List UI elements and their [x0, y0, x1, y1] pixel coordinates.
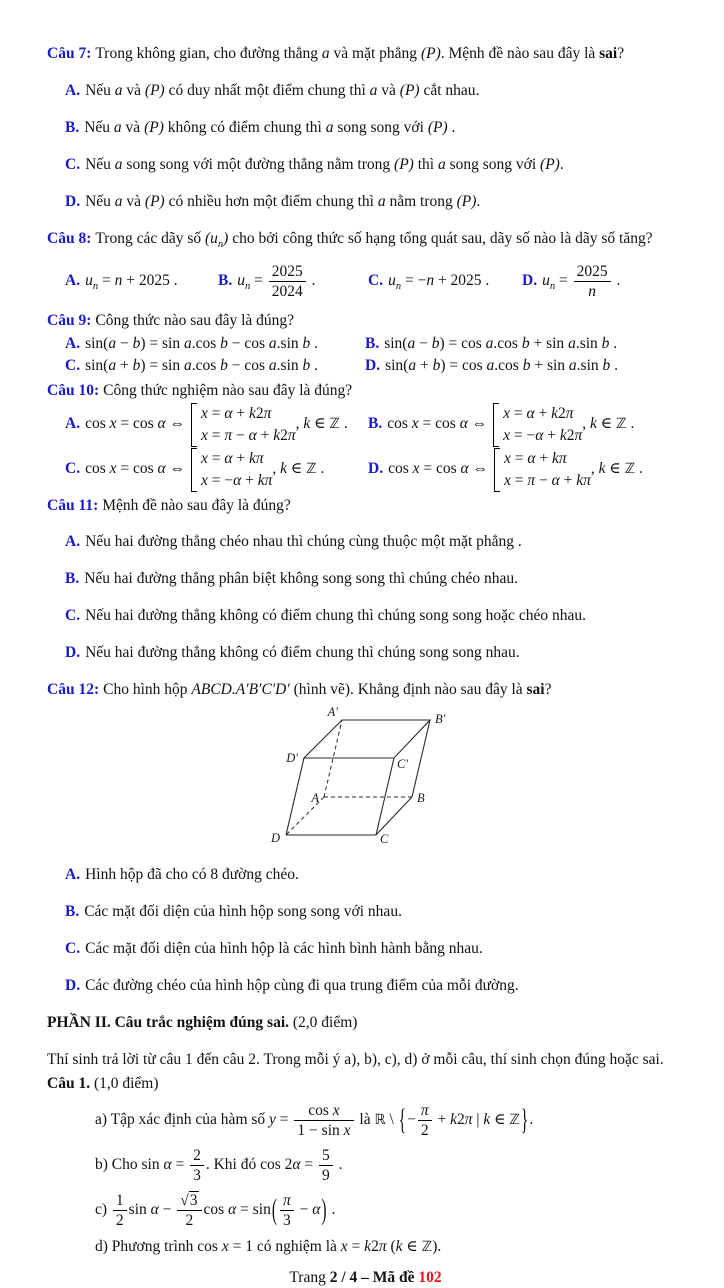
question-8-option-b: [218, 262, 368, 301]
question-11-option-d: [47, 642, 684, 664]
question-9-option-a: [65, 333, 365, 355]
question-8-option-a: [65, 272, 218, 292]
option-text: Nếu hai đường thẳng không có điểm chung thì chúng song song hoặc chéo nhau.: [85, 607, 586, 624]
footer-prefix: Trang: [289, 1269, 330, 1286]
option-text: $u_n$ = $\frac{2025}{n}$ .: [542, 263, 621, 300]
option-label: C.: [368, 271, 384, 289]
option-label: D.: [65, 976, 81, 994]
question-12-option-c: [47, 938, 684, 960]
option-text: Nếu hai đường thẳng không có điểm chung thì chúng song song nhau.: [85, 644, 520, 661]
question-10-stem-text: Công thức nghiệm nào sau đây là đúng?: [103, 381, 353, 399]
option-label: C.: [65, 460, 81, 478]
question-9-label: Câu 9:: [47, 311, 92, 329]
option-text: Nếu hai đường thẳng phân biệt không song song thì chúng chéo nhau.: [84, 570, 518, 587]
question-11-option-b: [47, 568, 684, 590]
footer-page-number: 2 / 4 – Mã đề: [329, 1269, 419, 1286]
question-8: [47, 228, 684, 307]
question-9-options-row1: [47, 333, 684, 355]
question-10-stem: [47, 380, 684, 401]
option-label: D.: [65, 192, 81, 210]
vertex-label-c: C: [380, 832, 389, 846]
solid-edges: [286, 720, 430, 835]
question-9-option-c: [65, 355, 365, 377]
option-text: Nếu a và (P) có duy nhất một điểm chung thì a và (P) cắt nhau.: [85, 81, 480, 99]
part-2-heading-normal: (2,0 điểm): [289, 1013, 358, 1031]
question-1-item-d: d) Phương trình cos x = 1 có nghiệm là x = k2π (k ∈ ℤ).: [95, 1238, 442, 1255]
option-text: Các đường chéo của hình hộp cùng đi qua trung điểm của mỗi đường.: [85, 976, 519, 994]
option-text: $u_n$ = $\frac{2025}{2024}$ .: [237, 263, 316, 300]
question-10-options-row2: [47, 448, 684, 492]
option-label: B.: [365, 334, 380, 352]
option-label: C.: [65, 939, 81, 957]
option-label: B.: [65, 570, 80, 587]
hidden-edges: [286, 720, 412, 835]
part-2: [47, 1012, 684, 1259]
question-12-stem: [47, 679, 684, 700]
option-label: D.: [368, 460, 384, 478]
option-text: Nếu a song song với một đường thẳng nằm trong (P) thì a song song với (P).: [85, 155, 564, 173]
question-8-option-d: [522, 262, 684, 301]
option-text: sin(a − b) = cos a.cos b + sin a.sin b .: [384, 334, 618, 352]
part-2-question-1-heading: [47, 1073, 684, 1095]
page-footer: [47, 1268, 684, 1288]
question-12-option-d: [47, 975, 684, 997]
option-label: A.: [65, 271, 81, 289]
vertex-label-b: B: [417, 791, 425, 805]
option-text: $u_n = -n + 2025$ .: [388, 271, 490, 292]
question-8-options: [47, 257, 684, 307]
question-12: [47, 679, 684, 996]
option-text: Nếu a và (P) có nhiều hơn một điểm chung thì a nằm trong (P).: [85, 192, 481, 210]
part-2-instruction: Thí sinh trả lời từ câu 1 đến câu 2. Trong mỗi ý a), b), c), d) ở mỗi câu, thí sinh chọn đúng hoặc sai.: [47, 1051, 664, 1068]
option-label: A.: [65, 533, 81, 550]
question-7-label: Câu 7:: [47, 45, 92, 62]
option-label: A.: [65, 81, 81, 99]
option-text: $u_n = n + 2025$ .: [85, 271, 178, 292]
question-11-stem-text: Mệnh đề nào sau đây là đúng?: [102, 496, 291, 514]
question-12-option-b: [47, 901, 684, 923]
question-10-option-b: [368, 403, 684, 447]
option-label: B.: [65, 118, 80, 136]
question-12-option-a: [47, 864, 684, 886]
footer-exam-code: 102: [418, 1269, 442, 1286]
vertex-label-d-prime: D′: [286, 751, 298, 765]
vertex-label-a-prime: A′: [327, 705, 338, 719]
option-label: A.: [65, 865, 81, 883]
option-text: sin(a + b) = cos a.cos b + sin a.sin b .: [385, 356, 619, 374]
part-2-heading: [47, 1012, 684, 1034]
question-1-label: Câu 1.: [47, 1075, 91, 1092]
option-text: cos x = cos α ⇔ x = α + kπ x = −α + kπ , k ∈ ℤ .: [85, 460, 324, 477]
question-7: [47, 43, 684, 212]
option-label: D.: [365, 356, 381, 374]
option-text: Nếu a và (P) không có điểm chung thì a song song với (P) .: [84, 118, 456, 136]
option-label: B.: [65, 902, 80, 920]
question-10-options-row1: [47, 403, 684, 447]
vertex-label-b-prime: B′: [435, 712, 446, 726]
option-label: D.: [65, 644, 81, 661]
option-label: B.: [368, 415, 383, 433]
option-label: A.: [65, 415, 81, 433]
question-7-option-c: [47, 154, 684, 176]
option-text: sin(a + b) = sin a.cos b − cos a.sin b .: [85, 356, 318, 374]
question-10-option-c: [65, 448, 368, 492]
question-1-item-b: b) Cho sin α = $\frac{2}{3}$ . Khi đó cos 2α = $\frac{5}{9}$ .: [95, 1147, 343, 1184]
option-text: Các mặt đối diện của hình hộp là các hình bình hành bằng nhau.: [85, 939, 483, 957]
question-9-stem-text: Công thức nào sau đây là đúng?: [95, 311, 295, 329]
option-text: Các mặt đối diện của hình hộp song song với nhau.: [84, 902, 402, 920]
question-8-stem-text: Trong các dãy số $(u_n)$ cho bởi công thức số hạng tổng quát sau, dãy số nào là dãy số tăng?: [95, 229, 653, 250]
question-10: [47, 380, 684, 492]
vertex-label-a: A: [311, 791, 319, 805]
question-8-option-c: [368, 272, 522, 292]
question-9-option-b: [365, 333, 684, 355]
question-1-item-a: a) Tập xác định của hàm số y = $\frac{\text{cos x}}{\text{1 − sin x}}$ là ℝ \ {− $\frac{\pi}{2}$ + k2π | k ∈ ℤ}.: [95, 1102, 534, 1139]
question-7-stem: [47, 43, 684, 64]
question-10-option-d: [368, 448, 684, 492]
option-label: D.: [522, 272, 538, 290]
option-label: B.: [218, 272, 233, 290]
parallelepiped-figure: [247, 704, 684, 848]
question-12-stem-text: Cho hình hộp ABCD.A′B′C′D′ (hình vẽ). Khẳng định nào sau đây là sai?: [103, 681, 552, 698]
question-11-stem: [47, 495, 684, 516]
option-label: C.: [65, 356, 81, 374]
question-7-option-d: [47, 191, 684, 213]
question-11-label: Câu 11:: [47, 496, 99, 514]
vertex-label-c-prime: C′: [397, 757, 409, 771]
question-9: [47, 310, 684, 377]
question-7-option-b: [47, 117, 684, 139]
option-label: A.: [65, 334, 81, 352]
question-11: [47, 495, 684, 664]
option-text: Nếu hai đường thẳng chéo nhau thì chúng cùng thuộc một mặt phẳng .: [85, 533, 522, 550]
vertex-label-d: D: [270, 831, 280, 845]
question-10-option-a: [65, 403, 368, 447]
part-2-heading-bold: PHẦN II. Câu trắc nghiệm đúng sai.: [47, 1013, 289, 1031]
question-9-stem: [47, 310, 684, 331]
question-12-label: Câu 12:: [47, 681, 100, 698]
parallelepiped-svg: [247, 704, 497, 848]
option-text: Hình hộp đã cho có 8 đường chéo.: [85, 865, 299, 883]
option-text: cos x = cos α ⇔ x = α + k2π x = −α + k2π , k ∈ ℤ .: [387, 415, 634, 432]
option-text: sin(a − b) = sin a.cos b − cos a.sin b .: [85, 334, 318, 352]
question-11-option-c: [47, 605, 684, 627]
option-label: C.: [65, 155, 81, 173]
question-7-stem-text: Trong không gian, cho đường thẳng a và mặt phẳng (P). Mệnh đề nào sau đây là sai?: [95, 45, 625, 62]
option-label: C.: [65, 607, 81, 624]
question-8-label: Câu 8:: [47, 229, 92, 247]
question-9-option-d: [365, 355, 684, 377]
question-9-options-row2: [47, 355, 684, 377]
question-10-label: Câu 10:: [47, 381, 100, 399]
option-text: cos x = cos α ⇔ x = α + kπ x = π − α + kπ , k ∈ ℤ .: [388, 460, 643, 477]
question-11-option-a: [47, 531, 684, 553]
option-text: cos x = cos α ⇔ x = α + k2π x = π − α + k2π , k ∈ ℤ .: [85, 415, 348, 432]
question-1-points: (1,0 điểm): [90, 1075, 159, 1092]
question-1-item-c: c) $\frac{1}{2}$ sin α − $\frac{√3}{2}$ cos α = sin( $\frac{\pi}{3}$ − α) .: [95, 1192, 336, 1229]
question-7-option-a: [47, 80, 684, 102]
question-8-stem: [47, 228, 684, 255]
